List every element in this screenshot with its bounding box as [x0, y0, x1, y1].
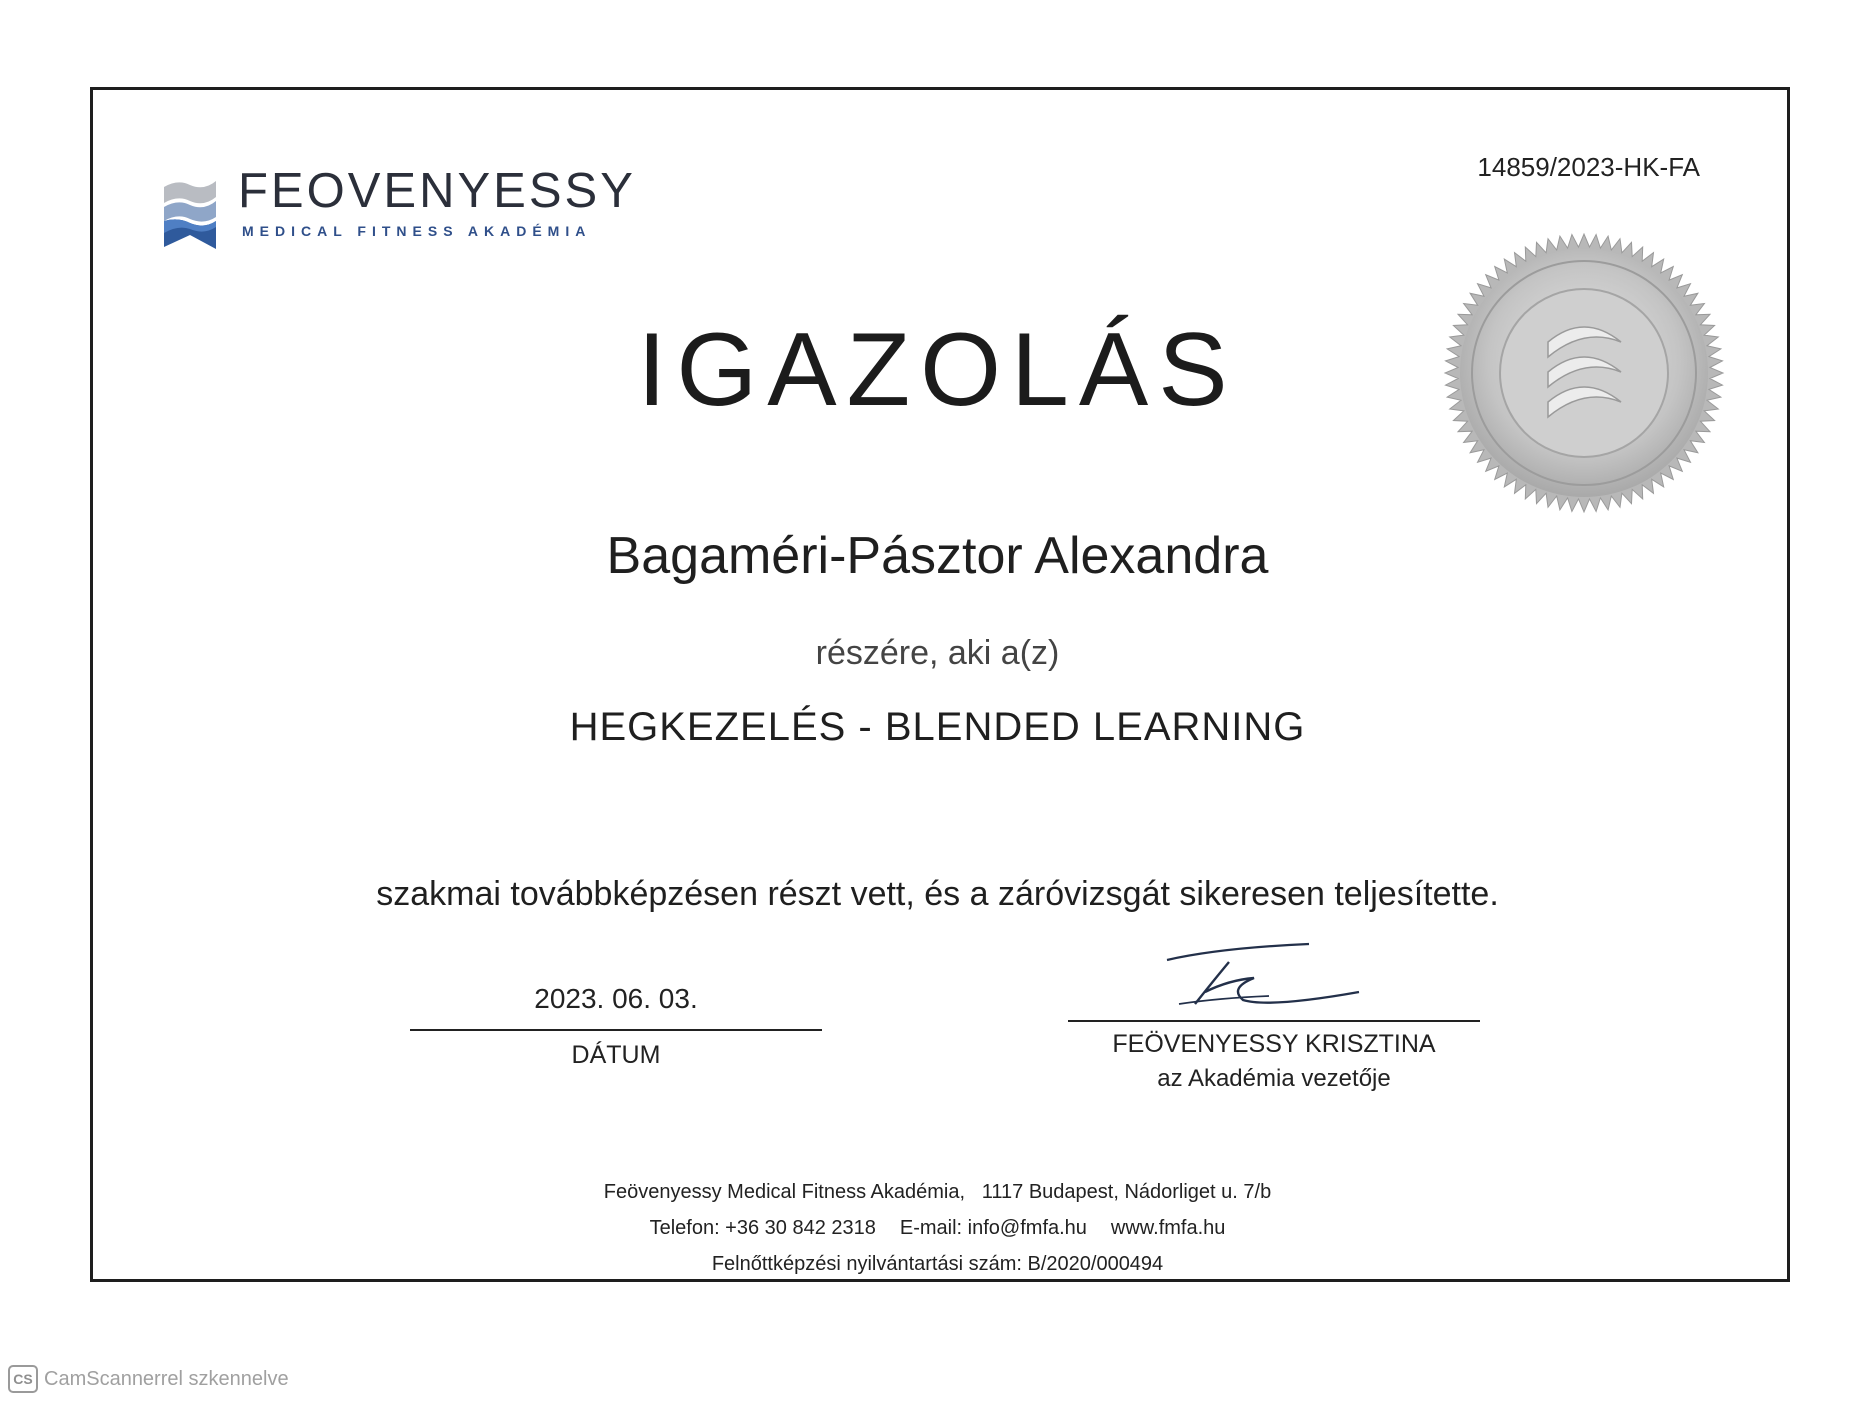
logo: [160, 164, 636, 255]
camscanner-icon: CS: [8, 1365, 38, 1393]
footer-email: E-mail: info@fmfa.hu: [899, 1217, 1087, 1239]
scanner-watermark: [8, 1364, 289, 1394]
logo-subtitle: MEDICAL FITNESS AKADÉMIA: [242, 223, 592, 239]
scanner-text: CamScannerrel szkennelve: [44, 1367, 289, 1390]
footer-contact-line: [0, 1218, 1875, 1238]
feovenyessy-flag-logo-icon: [160, 167, 220, 251]
date-label: DÁTUM: [571, 1041, 661, 1069]
date-line: [410, 1029, 822, 1031]
course-name: HEGKEZELÉS - BLENDED LEARNING: [569, 705, 1306, 749]
recipient-suffix-text: részére, aki a(z): [815, 634, 1060, 672]
signature-block: [1068, 940, 1480, 1091]
date-value: 2023. 06. 03.: [534, 983, 698, 1014]
certificate-number: 14859/2023-HK-FA: [1477, 152, 1700, 182]
footer-phone: Telefon: +36 30 842 2318: [649, 1217, 876, 1239]
recipient-name: Bagaméri-Pásztor Alexandra: [606, 527, 1269, 585]
signatory-role: az Akadémia vezetője: [1157, 1065, 1391, 1092]
footer-address-line: [0, 1182, 1875, 1202]
date-block: [410, 985, 822, 1068]
logo-title: FEOVENYESSY: [238, 164, 636, 218]
completion-statement: szakmai továbbképzésen részt vett, és a záróvizsgát sikeresen teljesítette.: [376, 875, 1499, 913]
signatory-name: FEÖVENYESSY KRISZTINA: [1112, 1030, 1436, 1058]
footer-registration: Felnőttképzési nyilvántartási szám: B/2020/000494: [711, 1253, 1164, 1275]
footer-web: www.fmfa.hu: [1110, 1217, 1226, 1239]
certificate-title: IGAZOLÁS: [637, 312, 1238, 428]
footer-org: Feövenyessy Medical Fitness Akadémia,: [603, 1181, 966, 1203]
footer-address: 1117 Budapest, Nádorliget u. 7/b: [981, 1181, 1272, 1203]
handwritten-signature: [1159, 940, 1389, 1020]
signature-line: [1068, 1020, 1480, 1022]
